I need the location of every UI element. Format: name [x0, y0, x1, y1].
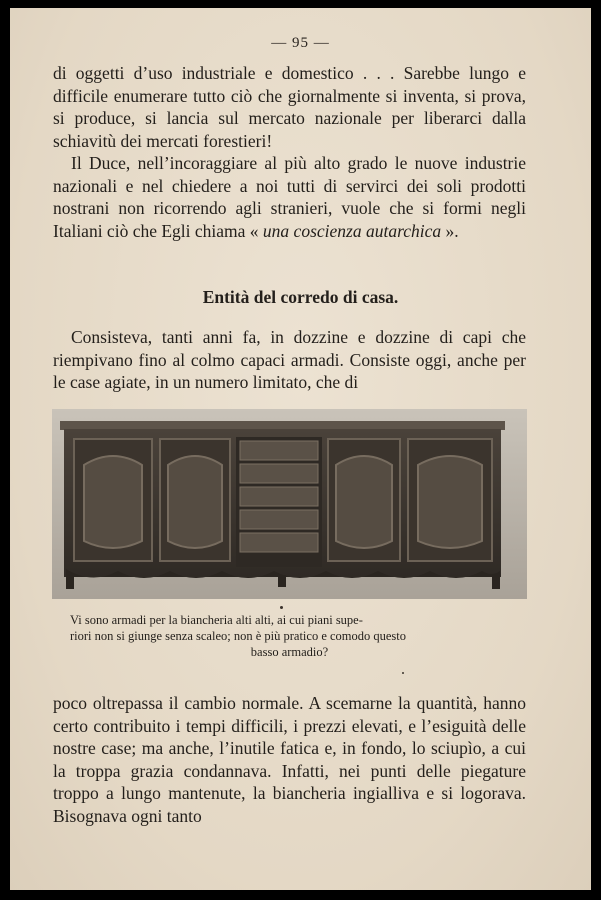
text-line: in fondo, lo sciupìo, a cui la troppa grazia condannava.	[53, 738, 526, 781]
text-line: che riempivano fino al colmo capaci armadi. Consiste oggi,	[53, 327, 526, 370]
body-text-middle	[53, 326, 526, 394]
caption-line: Vi sono armadi per la biancheria alti alti, ai cui piani supe-	[70, 613, 363, 627]
ink-speck	[402, 672, 404, 674]
caption-line: riori non si giunge senza scaleo; non è più pratico e comodo questo	[70, 629, 407, 643]
caption-line: basso armadio?	[250, 645, 329, 659]
quote-open: «	[245, 220, 263, 241]
text-line: vuole che si formi negli Italiani ciò che Egli chiama	[53, 198, 526, 241]
text-line: liberarci dalla schiavitù dei mercati forestieri!	[53, 108, 526, 151]
sideboard-illustration	[52, 409, 527, 599]
ink-speck	[280, 606, 283, 609]
paragraph-duce	[53, 152, 526, 242]
text-line: Consisteva, tanti anni fa, in dozzine e dozzine di capi	[71, 327, 492, 347]
text-line: poco oltrepassa il cambio normale. A scemarne la quantità,	[53, 693, 478, 713]
text-line: e difficile enumerare tutto ciò che giornalmente si inventa,	[53, 63, 526, 106]
text-line: Il Duce, nell’incoraggiare al più alto grado le nuove	[71, 153, 458, 173]
page-number: — 95 —	[271, 35, 330, 51]
section-heading: Entità del corredo di casa.	[202, 287, 399, 307]
text-line: si prova, si produce, si lancia sul mercato nazionale per	[53, 85, 526, 128]
text-line: Infatti, nei punti delle piegature troppo a lungo mantenute,	[53, 760, 526, 803]
figure-caption	[70, 612, 509, 660]
body-text-top	[53, 62, 526, 242]
text-line: hanno certo contribuito i tempi difficili, i prezzi elevati,	[53, 693, 526, 736]
text-line: e l’esiguità delle nostre case; ma anche, l’inutile fatica e,	[53, 715, 526, 758]
sideboard-photo	[52, 409, 527, 599]
paragraph-consisteva	[53, 326, 526, 394]
paragraph-continued	[53, 62, 526, 152]
quote-close: ».	[441, 220, 459, 241]
book-page	[10, 8, 591, 890]
text-line: la biancheria ingialliva e si logorava. Bisognava ogni tanto	[53, 783, 526, 826]
text-line: industrie nazionali e nel chiedere a noi tutti di servirci	[53, 153, 527, 196]
paragraph-continued-bottom	[53, 692, 526, 827]
text-line: dei soli prodotti nostrani non ricorrendo agli stranieri,	[53, 175, 527, 218]
text-line: di oggetti d’uso industriale e domestico . . . Sarebbe lungo	[53, 63, 510, 83]
text-line: anche per le case agiate, in un numero limitato, che di	[53, 349, 526, 392]
quote-italic: una coscienza autarchica	[262, 220, 442, 241]
body-text-bottom	[53, 692, 526, 827]
